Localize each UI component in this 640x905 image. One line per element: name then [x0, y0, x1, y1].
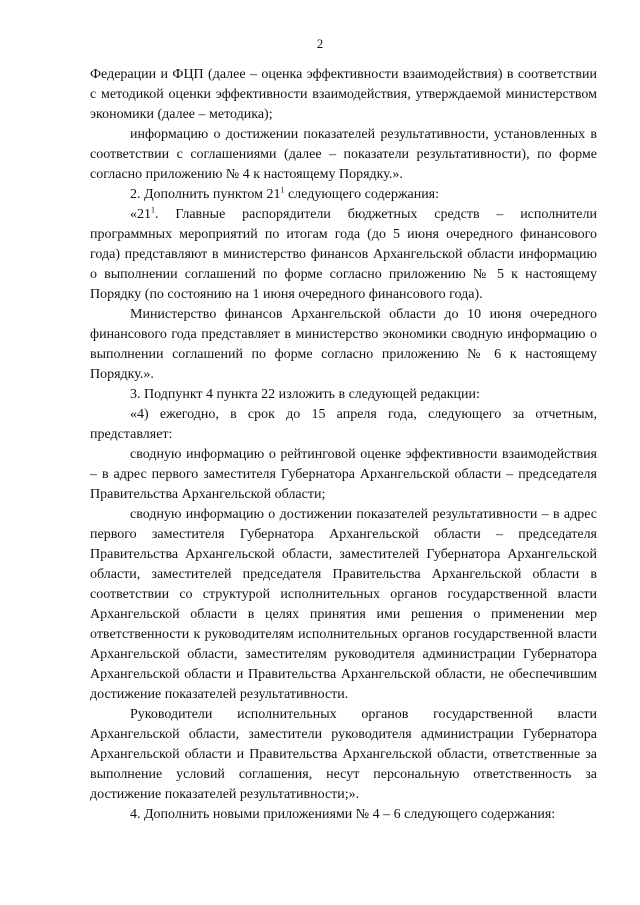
paragraph-results-summary: сводную информацию о достижении показателей результативности – в адрес первого заместителя Губернатора Архангельской области – председателя Правительства Архангельской области, заместителей Губернатора Архангельской области, заместителей председателя Правительства Архангельской области в соответствии со структурой исполнительных органов государственной власти Архангельской области в целях принятия ими решения о применении мер ответственности к руководителям исполнительных органов государственной власти Архангельской области, заместителям руководителя администрации Губернатора Архангельской области и Правительства Архангельской области, не обеспечившим достижение показателей результативности.	[90, 507, 597, 702]
paragraph-amend-2-text-end: следующего содержания:	[284, 187, 440, 202]
paragraph-point-21-1-text: . Главные распорядители бюджетных средств – исполнители программных мероприятий по итогам года (до 5 июня очередного финансового года) представляют в министерство финансов Архангельской области информацию о выполнении соглашений по форме согласно приложению № 5 к настоящему Порядку (по состоянию на 1 июня очередного финансового года).	[90, 207, 597, 302]
document-body	[90, 65, 597, 825]
superscript: 1	[151, 205, 155, 215]
paragraph-results-info: информацию о достижении показателей результативности, установленных в соответствии с соглашениями (далее – показатели результативности), по форме согласно приложению № 4 к настоящему Порядку.».	[90, 127, 597, 182]
paragraph-ministry-finance: Министерство финансов Архангельской области до 10 июня очередного финансового года представляет в министерство экономики сводную информацию о выполнении соглашений по форме согласно приложению № 6 к настоящему Порядку.».	[90, 307, 597, 382]
page-number: 2	[316, 36, 324, 51]
paragraph-rating-summary: сводную информацию о рейтинговой оценке эффективности взаимодействия – в адрес первого заместителя Губернатора Архангельской области – председателя Правительства Архангельской области;	[90, 447, 597, 502]
paragraph-amend-3: 3. Подпункт 4 пункта 22 изложить в следующей редакции:	[130, 387, 480, 402]
paragraph-point-21-1	[90, 205, 597, 305]
superscript: 1	[280, 185, 285, 195]
paragraph-subpoint-4: «4) ежегодно, в срок до 15 апреля года, следующего за отчетным, представляет:	[90, 407, 597, 442]
paragraph-point-21-1-number: «21	[130, 207, 151, 222]
paragraph-responsibility: Руководители исполнительных органов государственной власти Архангельской области, заместители руководителя администрации Губернатора Архангельской области и Правительства Архангельской области, ответственные за выполнение условий соглашения, несут персональную ответственность за достижение показателей результативности;».	[90, 707, 597, 802]
paragraph-continuation: Федерации и ФЦП (далее – оценка эффективности взаимодействия) в соответствии с методикой оценки эффективности взаимодействия, утверждаемой министерством экономики (далее – методика);	[90, 67, 597, 122]
paragraph-amend-2	[90, 185, 597, 205]
paragraph-amend-4: 4. Дополнить новыми приложениями № 4 – 6 следующего содержания:	[130, 807, 556, 822]
paragraph-amend-2-text: 2. Дополнить пунктом 21	[130, 187, 281, 202]
